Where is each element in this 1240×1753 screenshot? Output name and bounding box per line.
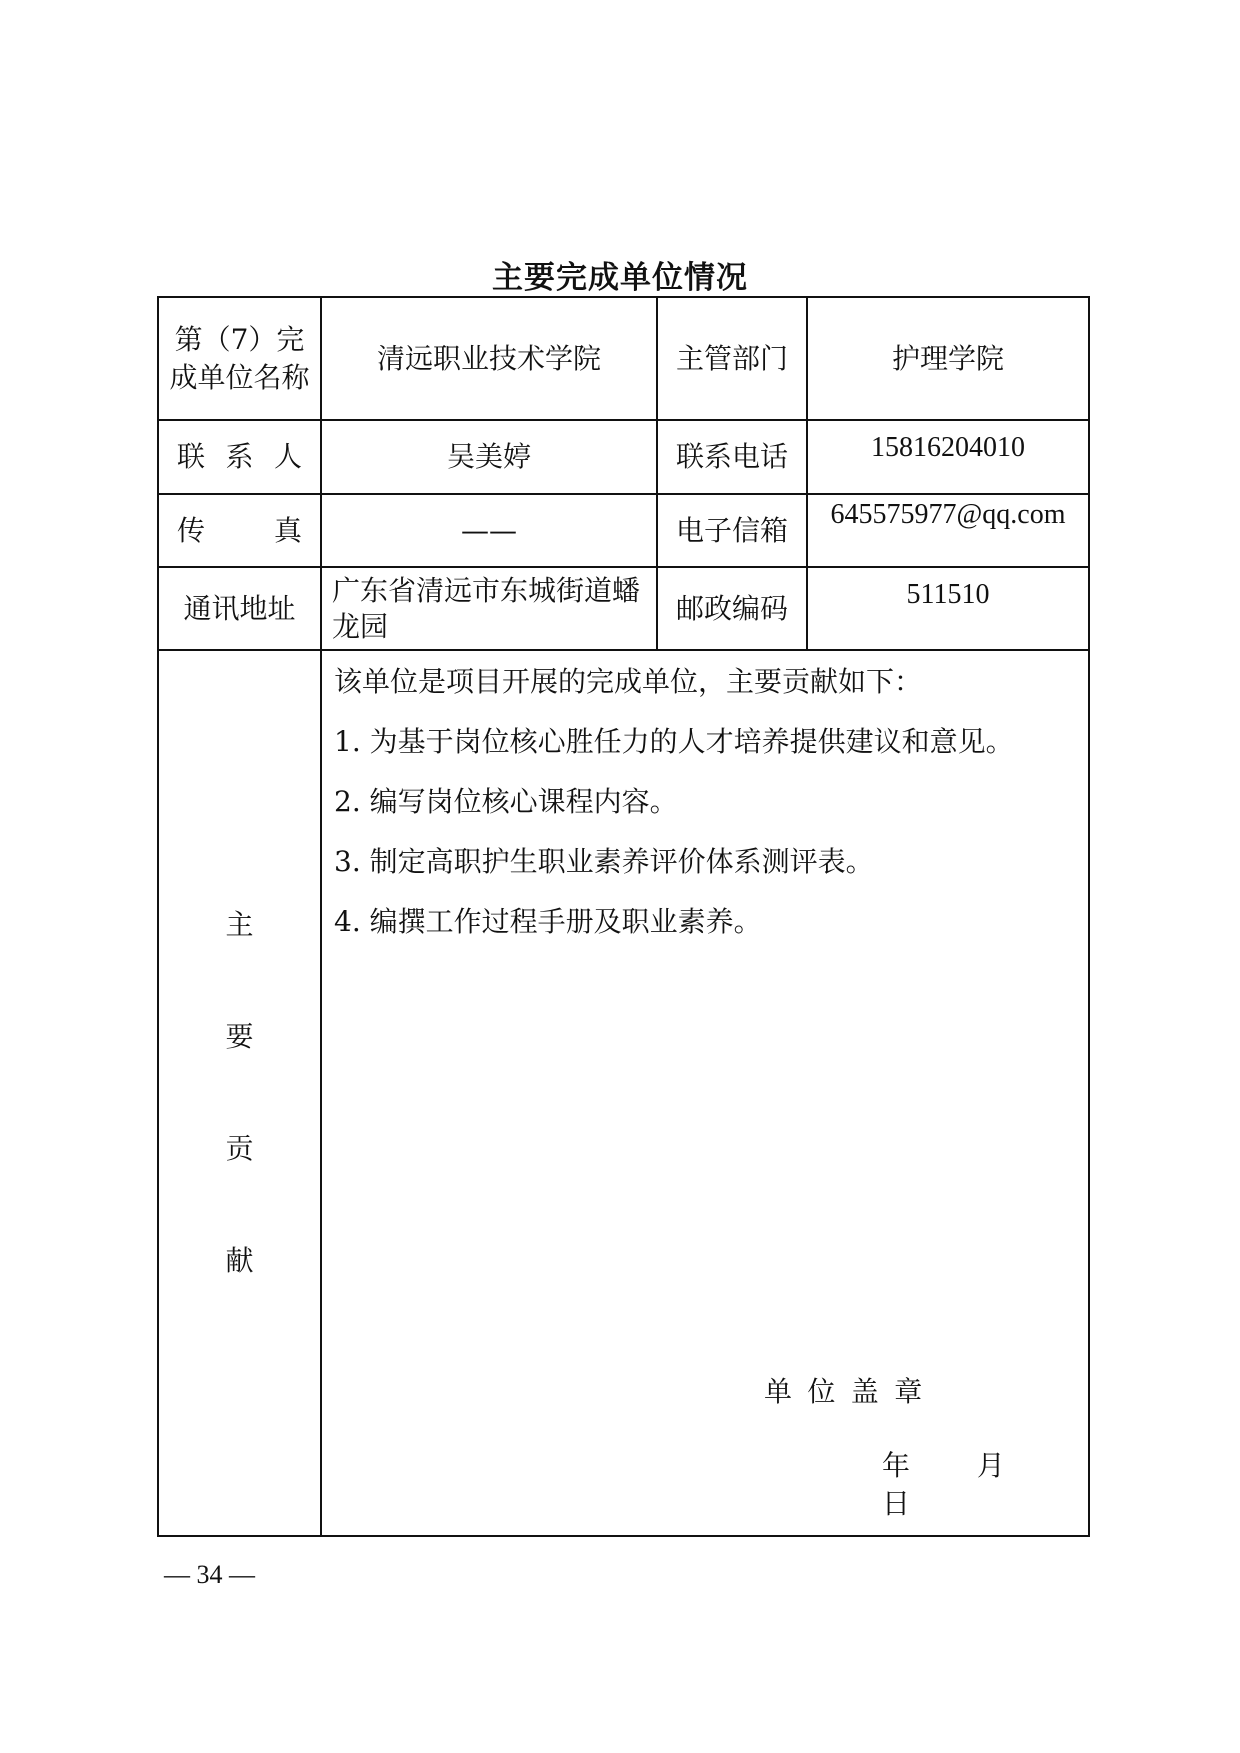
date-year-label: 年 [882,1449,911,1482]
page-title: 主要完成单位情况 [492,260,748,296]
address-value: 广东省清远市东城街道蟠龙园 [321,567,657,650]
table-row [158,567,1089,650]
list-item: 4. 编撰工作过程手册及职业素养。 [334,905,762,938]
table-row [158,420,1089,494]
fax-label: 传 真 [158,494,321,567]
table-row [158,297,1089,420]
seal-label: 单位盖章 [764,1375,938,1408]
contribution-label-char: 献 [225,1244,254,1277]
list-item: 3. 制定高职护生职业素养评价体系测评表。 [334,845,874,878]
table-row [158,650,1089,1536]
contribution-label [220,869,260,1317]
page-number: — 34 — [164,1560,255,1589]
contribution-label-char: 贡 [225,1132,254,1165]
phone-label: 联系电话 [657,420,807,494]
contribution-label-cell [158,650,321,1536]
unit-info-table [157,296,1090,1537]
unit-name-value: 清远职业技术学院 [321,297,657,420]
date-line [882,1447,1088,1523]
contribution-label-char: 主 [225,908,254,941]
list-item: 1. 为基于岗位核心胜任力的人才培养提供建议和意见。 [334,725,1014,758]
unit-name-label: 第（7）完成单位名称 [158,297,321,420]
contribution-content [321,650,1089,1536]
dept-label: 主管部门 [657,297,807,420]
fax-value: —— [321,494,657,567]
list-item: 2. 编写岗位核心课程内容。 [334,785,678,818]
email-value: 645575977@qq.com [807,494,1089,567]
date-month-label: 月 [976,1449,1005,1482]
contribution-list [334,723,1014,963]
contact-person-label: 联 系 人 [158,420,321,494]
table-row [158,494,1089,567]
postcode-value: 511510 [807,567,1089,650]
dept-value: 护理学院 [807,297,1089,420]
address-label: 通讯地址 [158,567,321,650]
phone-value: 15816204010 [807,420,1089,494]
email-label: 电子信箱 [657,494,807,567]
contribution-label-char: 要 [225,1020,254,1053]
contact-person-value: 吴美婷 [321,420,657,494]
date-day-label: 日 [882,1487,911,1520]
postcode-label: 邮政编码 [657,567,807,650]
contribution-intro: 该单位是项目开展的完成单位，主要贡献如下： [334,665,923,698]
